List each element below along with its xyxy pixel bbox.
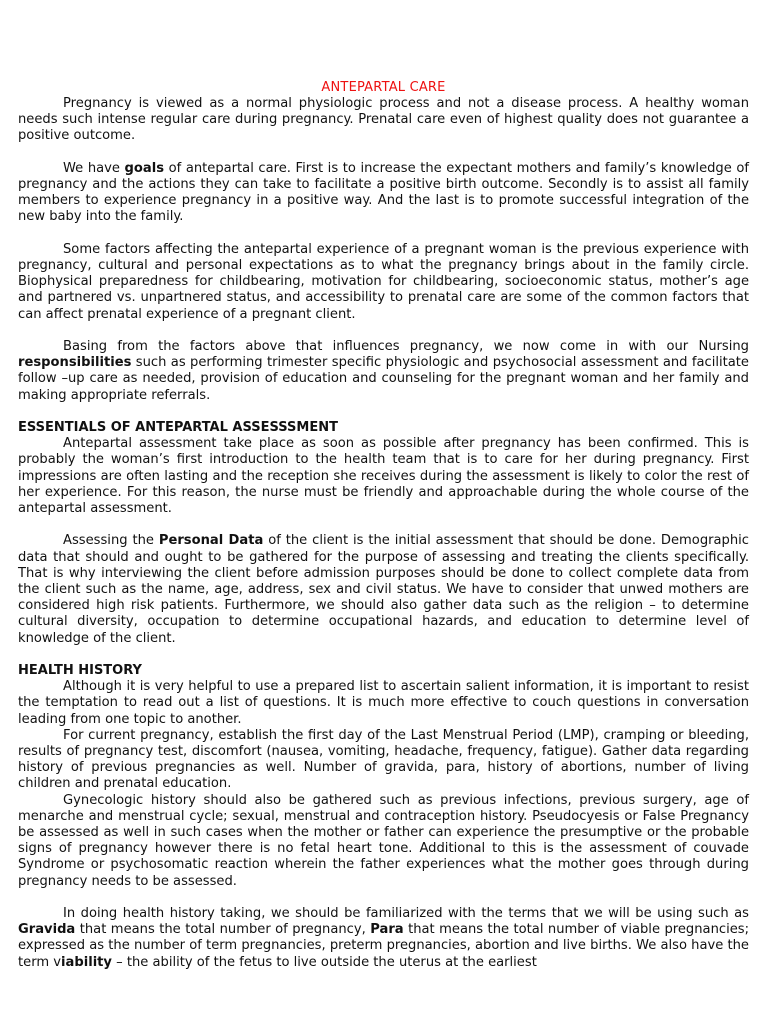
text-run: that means the total number of viable pregnancies; expressed as the number of term pregnancies, preterm pregnancies, abortion and live births. We also have the term v [18,922,749,970]
paragraph-responsibilities [18,339,749,404]
bold-term-responsibilities: responsibilities [18,355,132,371]
text-run: of antepartal care. First is to increase the expectant mothers and family’s knowledge of pregnancy and the actions they can take to facilitate a positive birth outcome. Secondly is to assist all family members to experience pregnancy in a positive way. And the last is to promote successful integration of the new baby into the family. [18,160,749,225]
text-run: In doing health history taking, we should be familiarized with the terms that we will be using such as [63,906,749,922]
bold-term-viability: iability [61,954,112,970]
text-run: Assessing the [63,533,159,549]
text-run: of the client is the initial assessment that should be done. Demographic data that should and ought to be gathered for the purpose of assessing and treating the clients specifically. That is why interviewing the client before admission purposes should be done to collect complete data from the client such as the name, age, address, sex and civil status. We have to consider that unwed mothers are considered high risk patients. Furthermore, we should also gather data such as the religion – to determine cultural diversity, occupation to determine occupational hazards, and education to determine level of knowledge of the client. [18,533,749,646]
text-run: – the ability of the fetus to live outside the uterus at the earliest [111,954,537,970]
text-run: such as performing trimester specific physiologic and psychosocial assessment and facilitate follow –up care as needed, provision of education and counseling for the pregnant woman and her family and making appropriate referrals. [18,355,749,403]
paragraph-current-pregnancy: For current pregnancy, establish the first day of the Last Menstrual Period (LMP), cramping or bleeding, results of pregnancy test, discomfort (nausea, vomiting, headache, frequency, fatigue). Gather data regarding history of previous pregnancies as well. Number of gravida, para, history of abortions, number of living children and prenatal education. [18,727,749,792]
paragraph-intro: Pregnancy is viewed as a normal physiologic process and not a disease process. A healthy woman needs such intense regular care during pregnancy. Prenatal care even of highest quality does not guarantee a positive outcome. [18,96,749,144]
paragraph-goals [18,161,749,226]
paragraph-factors: Some factors affecting the antepartal experience of a pregnant woman is the previous experience with pregnancy, cultural and personal expectations as to what the pregnancy brings about in the family circle. Biophysical preparedness for childbearing, motivation for childbearing, socioeconomic status, mother’s age and partnered vs. unpartnered status, and accessibility to prenatal care are some of the common factors that can affect prenatal experience of a pregnant client. [18,241,749,322]
paragraph-personal-data [18,533,749,646]
paragraph-terms [18,906,749,971]
bold-term-goals: goals [124,160,165,176]
bold-term-para: Para [370,922,404,938]
bold-term-personal-data: Personal Data [158,533,264,549]
section-heading-health-history: HEALTH HISTORY [18,663,142,679]
bold-term-gravida: Gravida [18,922,76,938]
text-run: We have [63,160,125,176]
text-run: that means the total number of pregnancy, [75,922,371,938]
paragraph-prepared-list: Although it is very helpful to use a prepared list to ascertain salient information, it is important to resist the temptation to read out a list of questions. It is much more effective to couch questions in conversation leading from one topic to another. [18,679,749,727]
text-run: Basing from the factors above that influences pregnancy, we now come in with our Nursing [63,339,749,354]
section-heading-essentials: ESSENTIALS OF ANTEPARTAL ASSESSSMENT [18,420,338,435]
paragraph-gynecologic: Gynecologic history should also be gathered such as previous infections, previous surgery, age of menarche and menstrual cycle; sexual, menstrual and contraception history. Pseudocyesis or False Pregnancy be assessed as well in such cases when the mother or father can experience the presumptive or the probable signs of pregnancy however there is no fetal heart tone. Additional to this is the assessment of couvade Syndrome or psychosomatic reaction wherein the father experiences what the mother goes through during pregnancy needs to be assessed. [18,792,749,889]
paragraph-assessment: Antepartal assessment take place as soon as possible after pregnancy has been confirmed. This is probably the woman’s first introduction to the health team that is to care for her during pregnancy. First impressions are often lasting and the reception she receives during the assessment is likely to color the rest of her experience. For this reason, the nurse must be friendly and approachable during the whole course of the antepartal assessment. [18,436,749,517]
document-title: ANTEPARTAL CARE [321,80,446,95]
